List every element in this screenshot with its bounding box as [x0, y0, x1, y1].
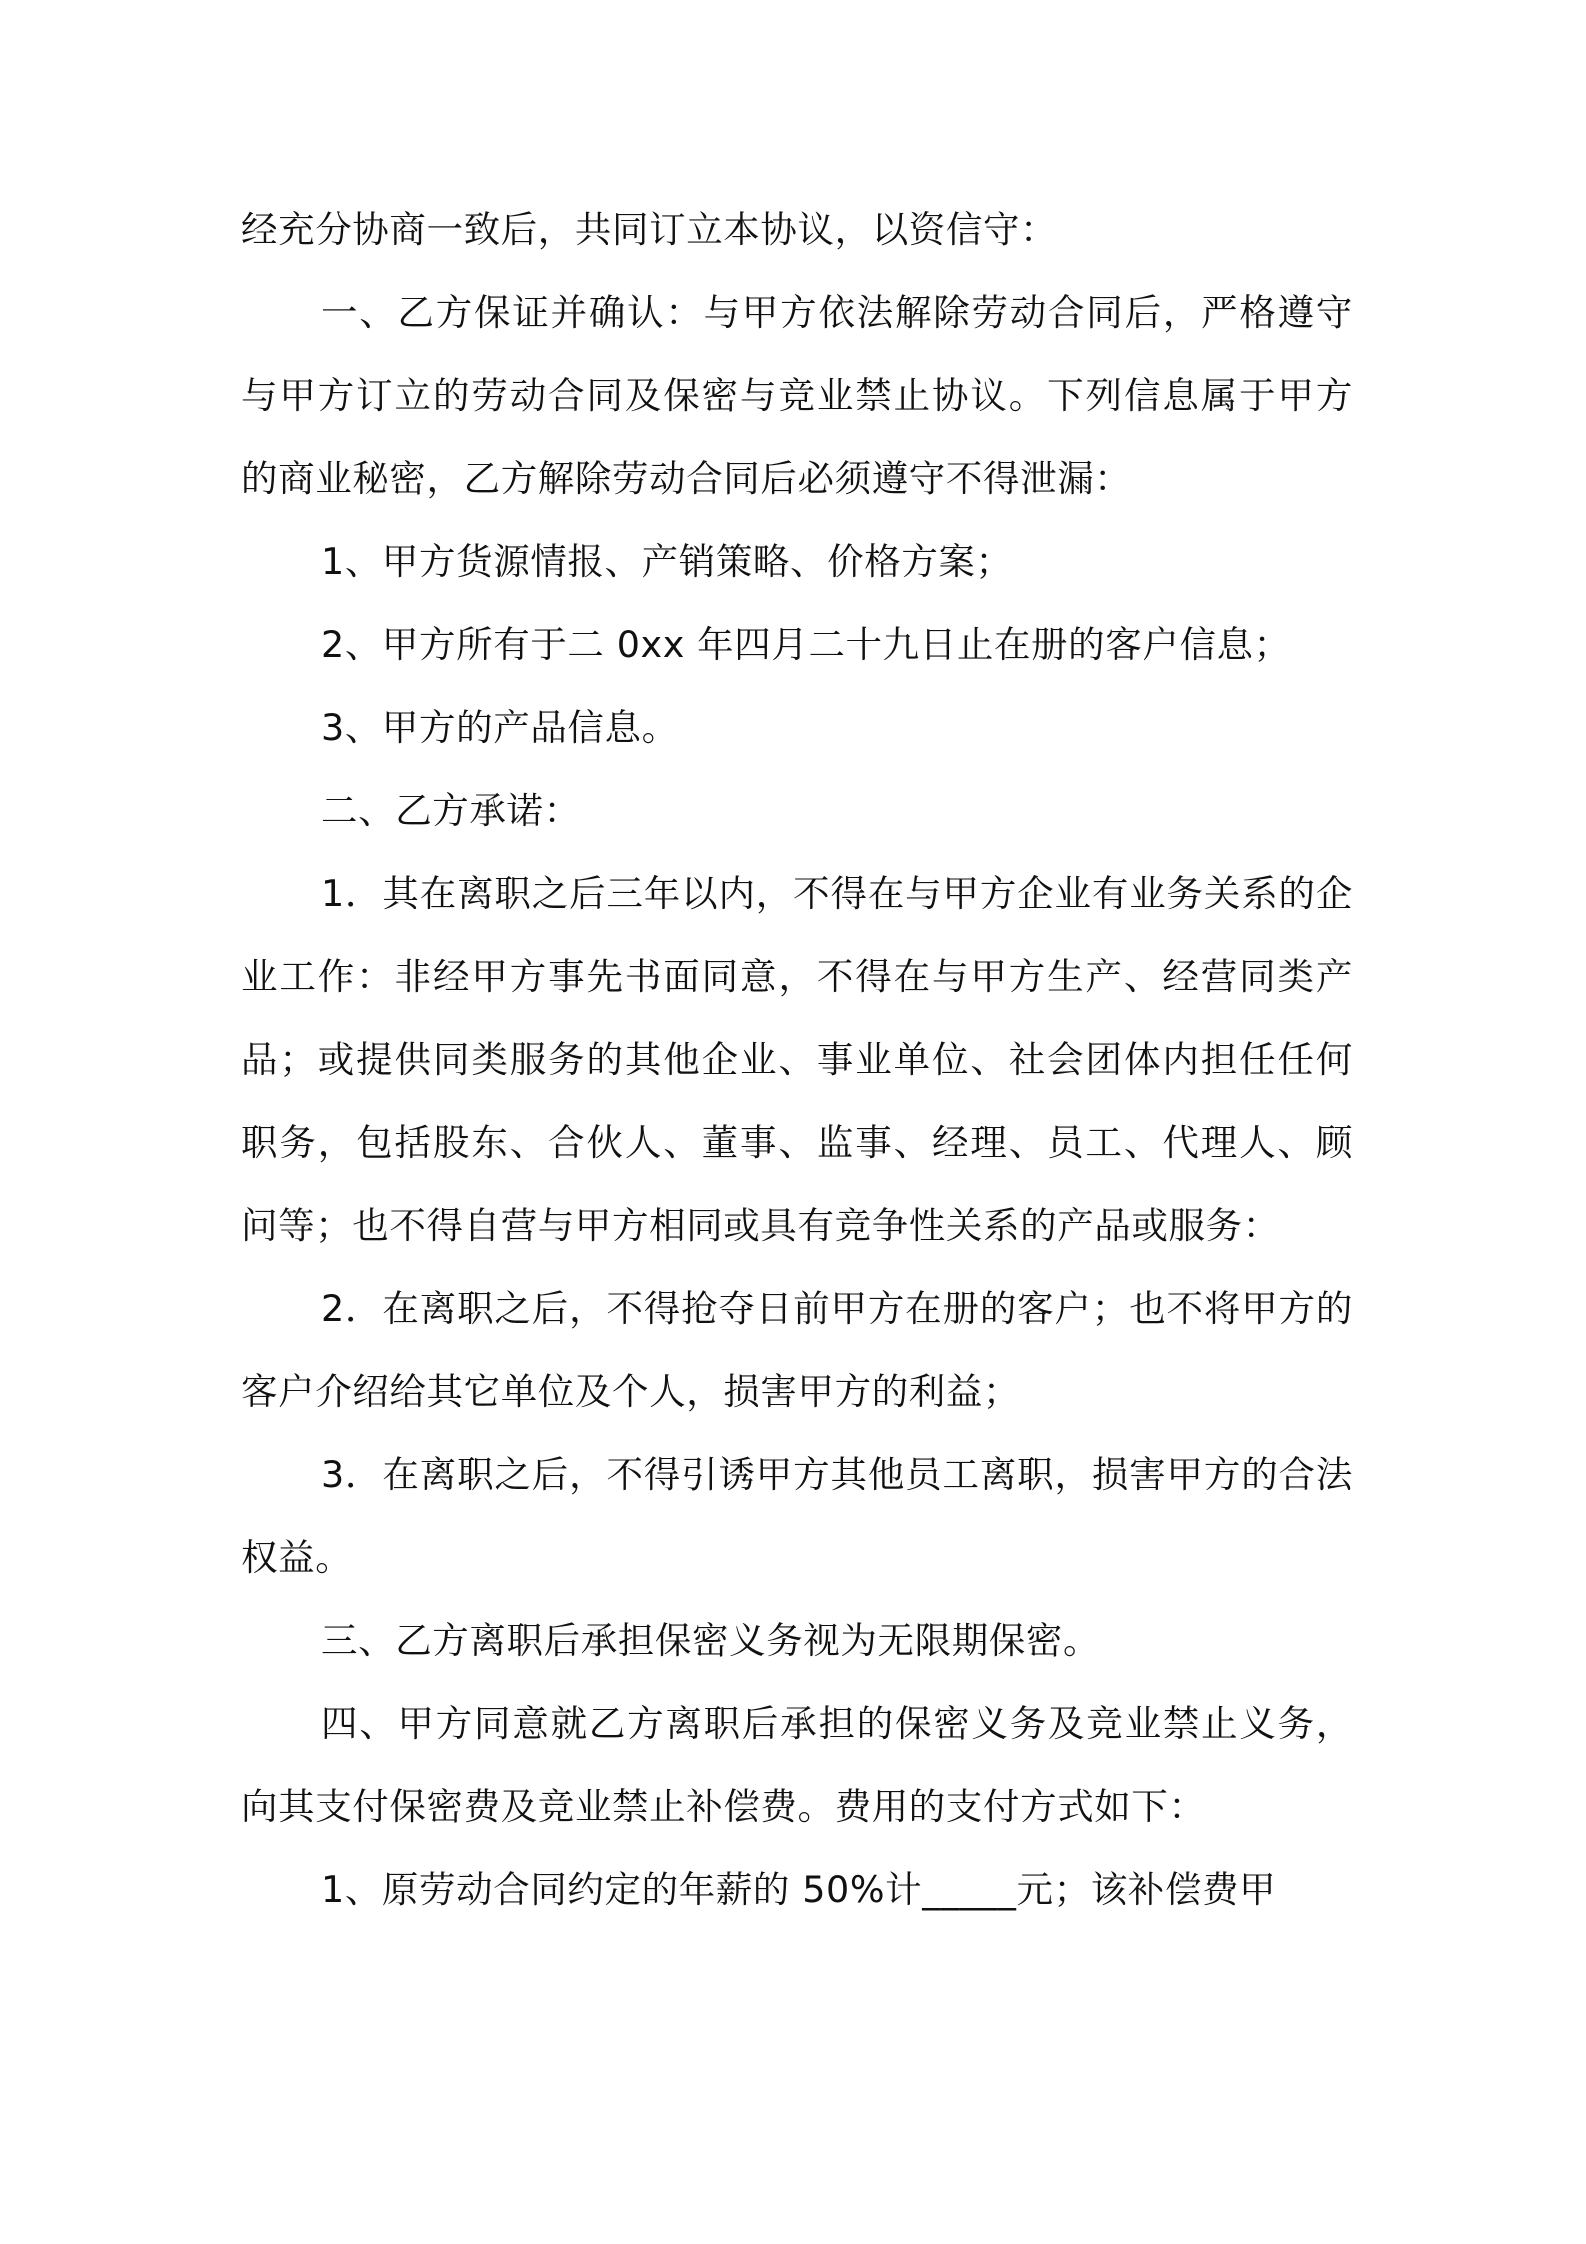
document-body [241, 188, 1353, 1931]
paragraph-clause-1: 一、乙方保证并确认：与甲方依法解除劳动合同后，严格遵守与甲方订立的劳动合同及保密与竞业禁止协议。下列信息属于甲方的商业秘密，乙方解除劳动合同后必须遵守不得泄漏： [241, 291, 1353, 500]
paragraph-clause-2-item-2: 2．在离职之后，不得抢夺日前甲方在册的客户；也不将甲方的客户介绍给其它单位及个人，损害甲方的利益； [241, 1287, 1353, 1413]
paragraph-intro: 经充分协商一致后，共同订立本协议，以资信守： [241, 208, 1058, 251]
paragraph-clause-2-item-3: 3．在离职之后，不得引诱甲方其他员工离职，损害甲方的合法权益。 [241, 1453, 1353, 1579]
paragraph-clause-4: 四、甲方同意就乙方离职后承担的保密义务及竞业禁止义务，向其支付保密费及竞业禁止补偿费。费用的支付方式如下： [241, 1702, 1353, 1828]
paragraph-clause-1-item-3: 3、甲方的产品信息。 [321, 706, 679, 749]
paragraph-clause-1-item-1: 1、甲方货源情报、产销策略、价格方案； [321, 540, 1013, 583]
paragraph-clause-1-item-2: 2、甲方所有于二 0xx 年四月二十九日止在册的客户信息； [321, 623, 1291, 666]
paragraph-clause-2-item-1: 1．其在离职之后三年以内，不得在与甲方企业有业务关系的企业工作：非经甲方事先书面同意，不得在与甲方生产、经营同类产品；或提供同类服务的其他企业、事业单位、社会团体内担任任何职务，包括股东、合伙人、董事、监事、经理、员工、代理人、顾问等；也不得自营与甲方相同或具有竞争性关系的产品或服务： [241, 872, 1353, 1247]
paragraph-clause-4-item-1: 1、原劳动合同约定的年薪的 50%计_____元；该补偿费甲 [321, 1868, 1277, 1911]
paragraph-clause-3: 三、乙方离职后承担保密义务视为无限期保密。 [321, 1619, 1101, 1662]
paragraph-clause-2: 二、乙方承诺： [321, 789, 581, 832]
